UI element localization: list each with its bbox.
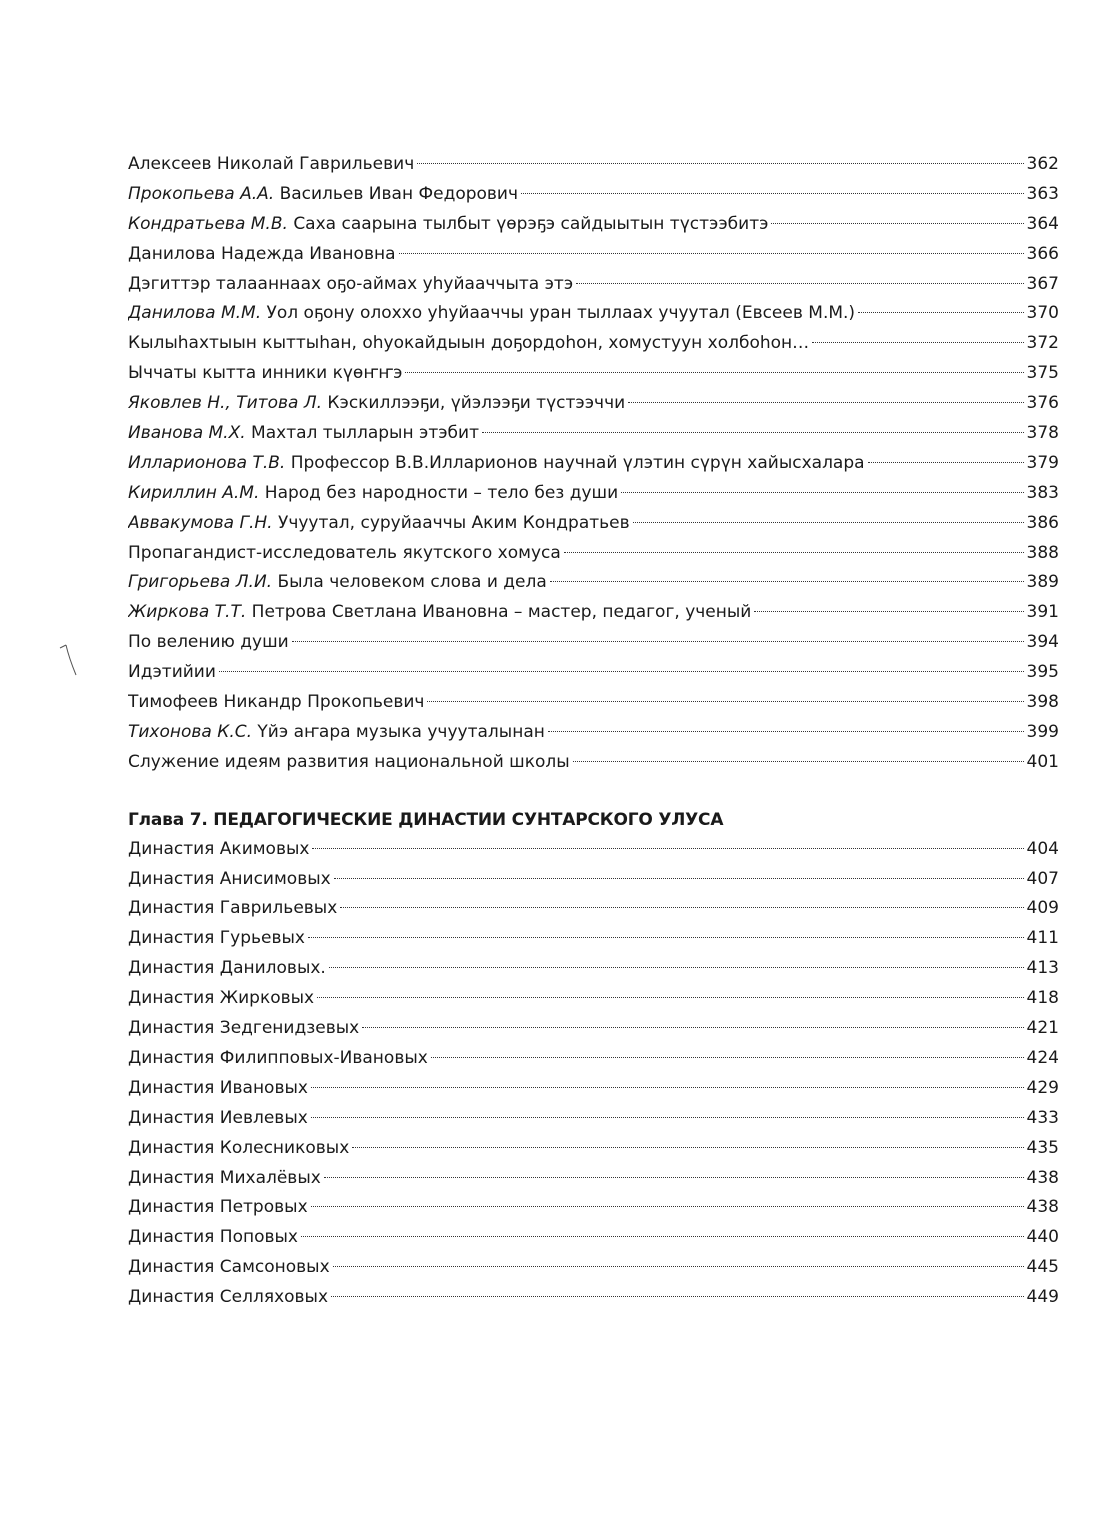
toc-entry-title: Васильев Иван Федорович — [279, 183, 519, 204]
toc-entry-list — [128, 150, 1059, 778]
toc-entry-title: Династия Филипповых-Ивановых — [128, 1047, 428, 1068]
toc-entry — [128, 894, 1059, 924]
pencil-mark — [58, 644, 80, 678]
dot-leader — [324, 1177, 1024, 1178]
toc-entry — [128, 389, 1059, 419]
toc-entry-page: 438 — [1026, 1197, 1059, 1218]
toc-entry-page: 401 — [1026, 751, 1059, 772]
toc-entry-author: Иванова М.Х. — [128, 423, 246, 444]
toc-entry-title: Династия Гаврильевых — [128, 898, 338, 919]
dot-leader — [329, 967, 1024, 968]
toc-entry-title: Династия Михалёвых — [128, 1167, 321, 1188]
toc-entry-author: Илларионова Т.В. — [128, 452, 286, 473]
toc-entry-page: 376 — [1026, 393, 1059, 414]
toc-entry-text — [128, 1283, 328, 1313]
toc-entry-title: Династия Акимовых — [128, 838, 310, 859]
toc-entry — [128, 539, 1059, 569]
toc-entry-title: Пропагандист-исследователь якутского хомуса — [128, 542, 561, 563]
toc-entry-title: Династия Гурьевых — [128, 928, 305, 949]
toc-entry — [128, 329, 1059, 359]
toc-entry — [128, 598, 1059, 628]
toc-entry-author: Данилова М.М. — [128, 303, 262, 324]
toc-entry — [128, 1223, 1059, 1253]
toc-entry-page: 449 — [1026, 1287, 1059, 1308]
toc-entry-text — [128, 329, 809, 359]
dot-leader — [334, 878, 1024, 879]
dot-leader — [417, 163, 1023, 164]
dot-leader — [754, 611, 1023, 612]
toc-entry-text — [128, 568, 547, 598]
toc-entry-text — [128, 835, 309, 865]
toc-entry — [128, 449, 1059, 479]
toc-entry-text — [128, 658, 216, 688]
toc-entry-title: Была человеком слова и дела — [277, 572, 547, 593]
dot-leader — [431, 1057, 1024, 1058]
toc-entry-page: 445 — [1026, 1257, 1059, 1278]
toc-entry-text — [128, 359, 402, 389]
toc-entry-page: 404 — [1026, 838, 1059, 859]
toc-entry-text — [128, 598, 751, 628]
toc-entry-text — [128, 1074, 308, 1104]
dot-leader — [362, 1027, 1023, 1028]
toc-entry — [128, 419, 1059, 449]
toc-entry-page: 383 — [1026, 482, 1059, 503]
toc-entry — [128, 210, 1059, 240]
toc-entry-page: 409 — [1026, 898, 1059, 919]
toc-entry — [128, 658, 1059, 688]
toc-entry-title: Династия Поповых — [128, 1227, 298, 1248]
toc-entry-text — [128, 299, 855, 329]
toc-entry-page: 395 — [1026, 662, 1059, 683]
toc-entry-page: 429 — [1026, 1077, 1059, 1098]
toc-entry-text — [128, 539, 561, 569]
toc-entry-text — [128, 240, 396, 270]
dot-leader — [482, 432, 1024, 433]
toc-entry-text — [128, 1014, 359, 1044]
toc-entry-page: 388 — [1026, 542, 1059, 563]
toc-entry — [128, 568, 1059, 598]
toc-entry-title: Учуутал, суруйааччы Аким Кондратьев — [277, 512, 630, 533]
toc-entry — [128, 150, 1059, 180]
toc-entry-title: Династия Анисимовых — [128, 868, 331, 889]
toc-entry-title: Кэскиллээҕи, үйэлээҕи түстээччи — [327, 393, 626, 414]
toc-entry-page: 362 — [1026, 154, 1059, 174]
toc-entry — [128, 835, 1059, 865]
toc-entry-title: Дэгиттэр талааннаах оҕо-аймах уһуйааччыта этэ — [128, 273, 574, 294]
dot-leader — [576, 283, 1023, 284]
toc-entry-title: Династия Самсоновых — [128, 1257, 330, 1278]
toc-entry-title: Петрова Светлана Ивановна – мастер, педагог, ученый — [251, 602, 752, 623]
toc-entry-title: Тимофеев Никандр Прокопьевич — [128, 692, 425, 713]
dot-leader — [771, 223, 1023, 224]
toc-entry-text — [128, 1044, 428, 1074]
toc-entry-page: 391 — [1026, 602, 1059, 623]
toc-entry-title: Профессор В.В.Илларионов научнай үлэтин сүрүн хайысхалара — [290, 452, 865, 473]
table-of-contents — [128, 150, 1059, 1313]
dot-leader — [548, 731, 1024, 732]
toc-entry — [128, 1253, 1059, 1283]
dot-leader — [311, 1117, 1024, 1118]
toc-entry-text — [128, 270, 573, 300]
toc-entry-author: Григорьева Л.И. — [128, 572, 273, 593]
toc-entry-page: 440 — [1026, 1227, 1059, 1248]
dot-leader — [564, 552, 1024, 553]
dot-leader — [311, 1206, 1024, 1207]
toc-entry-author: Аввакумова Г.Н. — [128, 512, 273, 533]
toc-entry-page: 413 — [1026, 958, 1059, 979]
toc-entry — [128, 1283, 1059, 1313]
toc-entry-text — [128, 1164, 321, 1194]
toc-entry-text — [128, 984, 314, 1014]
toc-entry — [128, 299, 1059, 329]
toc-entry-text — [128, 150, 414, 180]
toc-entry-text — [128, 479, 618, 509]
toc-entry — [128, 865, 1059, 895]
toc-entry — [128, 718, 1059, 748]
dot-leader — [340, 907, 1023, 908]
toc-entry-title: Династия Петровых — [128, 1197, 308, 1218]
toc-entry-title: Идэтийии — [128, 662, 216, 683]
toc-entry-author: Тихонова К.С. — [128, 721, 252, 742]
toc-entry — [128, 1014, 1059, 1044]
dot-leader — [219, 671, 1024, 672]
toc-entry-title: Династия Селляховых — [128, 1287, 329, 1308]
toc-entry-page: 375 — [1026, 363, 1059, 384]
toc-entry-page: 433 — [1026, 1107, 1059, 1128]
toc-entry-text — [128, 1134, 349, 1164]
chapter-heading: Глава 7. ПЕДАГОГИЧЕСКИЕ ДИНАСТИИ СУНТАРСКОГО УЛУСА — [128, 809, 724, 830]
toc-entry — [128, 954, 1059, 984]
toc-entry-author: Жиркова Т.Т. — [128, 602, 247, 623]
toc-entry-author: Прокопьева А.А. — [128, 183, 275, 204]
dot-leader — [858, 312, 1023, 313]
dot-leader — [633, 522, 1024, 523]
dot-leader — [317, 997, 1023, 998]
toc-entry — [128, 1193, 1059, 1223]
dot-leader — [868, 462, 1024, 463]
toc-entry-text — [128, 449, 865, 479]
dot-leader — [311, 1087, 1024, 1088]
toc-entry-page: 372 — [1026, 333, 1059, 354]
dot-leader — [331, 1296, 1024, 1297]
toc-entry-text — [128, 180, 518, 210]
toc-entry-text — [128, 419, 479, 449]
toc-entry — [128, 924, 1059, 954]
toc-entry-page: 407 — [1026, 868, 1059, 889]
toc-entry-page: 398 — [1026, 692, 1059, 713]
chapter-entry-list — [128, 835, 1059, 1313]
toc-entry-text — [128, 688, 424, 718]
toc-entry-title: Данилова Надежда Ивановна — [128, 243, 396, 264]
dot-leader — [550, 581, 1024, 582]
toc-entry — [128, 748, 1059, 778]
toc-entry-page: 363 — [1026, 183, 1059, 204]
toc-entry-page: 366 — [1026, 243, 1059, 264]
toc-entry-page: 394 — [1026, 632, 1059, 653]
toc-entry-page: 418 — [1026, 988, 1059, 1009]
dot-leader — [405, 372, 1023, 373]
toc-entry-text — [128, 748, 570, 778]
toc-entry-text — [128, 1104, 308, 1134]
dot-leader — [312, 848, 1023, 849]
toc-entry-title: Династия Даниловых. — [128, 958, 326, 979]
dot-leader — [621, 492, 1023, 493]
toc-entry-text — [128, 210, 768, 240]
toc-entry-text — [128, 1193, 308, 1223]
toc-entry-title: Уол оҕону олоххо уһуйааччы уран тыллаах учуутал (Евсеев М.М.) — [266, 303, 856, 324]
toc-entry-title: По велению души — [128, 632, 289, 653]
toc-entry-title: Ыччаты кытта инники күөҥҥэ — [128, 363, 403, 384]
toc-entry-title: Династия Иевлевых — [128, 1107, 308, 1128]
dot-leader — [573, 761, 1024, 762]
toc-entry-page: 386 — [1026, 512, 1059, 533]
toc-entry — [128, 1074, 1059, 1104]
toc-entry-text — [128, 718, 545, 748]
toc-entry-title: Династия Колесниковых — [128, 1137, 350, 1158]
toc-entry-text — [128, 1223, 298, 1253]
toc-entry-text — [128, 1253, 330, 1283]
toc-entry-title: Махтал тылларын этэбит — [251, 423, 479, 444]
dot-leader — [308, 937, 1024, 938]
toc-entry-title: Династия Жирковых — [128, 988, 315, 1009]
dot-leader — [301, 1236, 1024, 1237]
toc-entry — [128, 359, 1059, 389]
toc-entry-text — [128, 389, 625, 419]
dot-leader — [292, 641, 1024, 642]
toc-entry — [128, 1134, 1059, 1164]
toc-entry-text — [128, 509, 630, 539]
dot-leader — [427, 701, 1023, 702]
toc-entry — [128, 1104, 1059, 1134]
toc-entry-title: Үйэ аҥара музыка учууталынан — [257, 721, 545, 742]
toc-entry — [128, 180, 1059, 210]
toc-entry-page: 367 — [1026, 273, 1059, 294]
toc-entry-page: 411 — [1026, 928, 1059, 949]
toc-entry-text — [128, 628, 289, 658]
toc-entry — [128, 984, 1059, 1014]
dot-leader — [812, 342, 1023, 343]
toc-entry — [128, 628, 1059, 658]
toc-entry-page: 438 — [1026, 1167, 1059, 1188]
toc-entry-title: Кылыһахтыын кыттыһан, оһуокайдыын доҕордоһон, хомустуун холбоһон… — [128, 333, 810, 354]
toc-entry — [128, 509, 1059, 539]
toc-entry-title: Династия Зедгенидзевых — [128, 1018, 360, 1039]
toc-entry-author: Кириллин А.М. — [128, 482, 260, 503]
toc-entry-text — [128, 865, 331, 895]
toc-entry-author: Яковлев Н., Титова Л. — [128, 393, 323, 414]
dot-leader — [399, 253, 1024, 254]
toc-entry-page: 421 — [1026, 1018, 1059, 1039]
toc-entry-author: Кондратьева М.В. — [128, 213, 288, 234]
toc-entry — [128, 688, 1059, 718]
toc-entry-page: 379 — [1026, 452, 1059, 473]
toc-entry-text — [128, 924, 305, 954]
toc-entry-page: 378 — [1026, 423, 1059, 444]
dot-leader — [333, 1266, 1024, 1267]
toc-entry — [128, 1164, 1059, 1194]
toc-entry-text — [128, 894, 337, 924]
toc-entry — [128, 1044, 1059, 1074]
toc-entry — [128, 479, 1059, 509]
dot-leader — [628, 402, 1023, 403]
toc-entry-page: 435 — [1026, 1137, 1059, 1158]
toc-entry-title: Служение идеям развития национальной школы — [128, 751, 570, 772]
toc-entry — [128, 240, 1059, 270]
toc-entry-page: 389 — [1026, 572, 1059, 593]
toc-entry-page: 399 — [1026, 721, 1059, 742]
toc-entry — [128, 270, 1059, 300]
dot-leader — [521, 193, 1024, 194]
toc-entry-page: 424 — [1026, 1047, 1059, 1068]
toc-entry-title: Династия Ивановых — [128, 1077, 308, 1098]
toc-entry-title: Саха саарына тылбыт үөрэҕэ сайдыытын түстээбитэ — [293, 213, 769, 234]
toc-entry-title: Алексеев Николай Гаврильевич — [128, 154, 415, 174]
toc-entry-page: 370 — [1026, 303, 1059, 324]
dot-leader — [352, 1147, 1023, 1148]
toc-entry-title: Народ без народности – тело без души — [264, 482, 619, 503]
toc-entry-page: 364 — [1026, 213, 1059, 234]
toc-entry-text — [128, 954, 326, 984]
